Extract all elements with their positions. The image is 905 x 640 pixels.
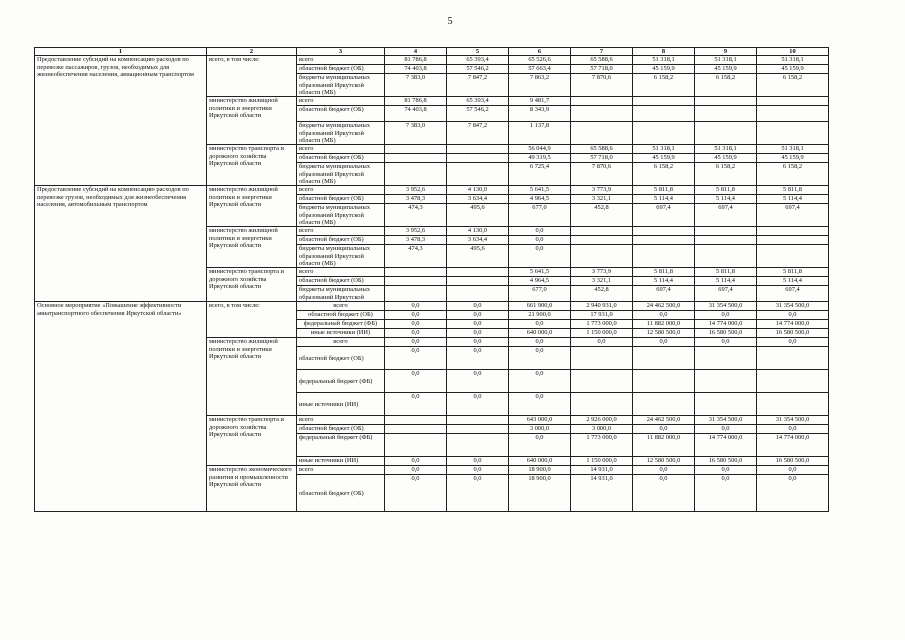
funding-source: областной бюджет (ОБ) [297,475,385,512]
value-cell: 6 158,2 [633,163,695,186]
value-cell: 17 931,0 [571,311,633,320]
value-cell: 0,0 [447,457,509,466]
value-cell: 0,0 [695,425,757,434]
value-cell [571,236,633,245]
value-cell [447,154,509,163]
value-cell [571,347,633,370]
value-cell: 4 130,0 [447,186,509,195]
value-cell: 5 811,8 [695,268,757,277]
value-cell [385,425,447,434]
value-cell [633,236,695,245]
value-cell [447,268,509,277]
value-cell: 0,0 [633,425,695,434]
value-cell: 14 931,0 [571,475,633,512]
value-cell: 8 343,9 [509,106,571,122]
value-cell: 643 000,0 [509,416,571,425]
funding-source: областной бюджет (ОБ) [297,236,385,245]
funding-source: иные источники (ИИ) [297,329,385,338]
value-cell [695,245,757,268]
value-cell: 495,6 [447,204,509,227]
value-cell [633,97,695,106]
funding-source: всего [297,56,385,65]
value-cell: 2 940 931,0 [571,302,633,311]
funding-source: областной бюджет (ОБ) [297,311,385,320]
value-cell: 45 159,9 [633,154,695,163]
value-cell [385,416,447,425]
value-cell [571,245,633,268]
value-cell: 0,0 [509,347,571,370]
value-cell: 0,0 [633,466,695,475]
value-cell: 661 900,0 [509,302,571,311]
value-cell: 3 952,6 [385,186,447,195]
value-cell [571,227,633,236]
value-cell: 1 137,8 [509,122,571,145]
funding-source: всего [297,145,385,154]
value-cell [571,106,633,122]
value-cell: 0,0 [447,320,509,329]
value-cell: 57 718,0 [571,154,633,163]
value-cell [695,106,757,122]
value-cell [385,154,447,163]
value-cell: 697,4 [633,286,695,302]
value-cell: 5 114,4 [757,277,829,286]
value-cell: 0,0 [509,338,571,347]
value-cell: 0,0 [385,347,447,370]
funding-source: всего [297,186,385,195]
value-cell: 14 774 000,0 [695,434,757,457]
value-cell: 0,0 [385,302,447,311]
value-cell: 0,0 [385,311,447,320]
value-cell: 24 462 500,0 [633,302,695,311]
value-cell: 6 158,2 [695,74,757,97]
value-cell: 0,0 [633,338,695,347]
page-number: 5 [447,16,453,27]
col-header: 7 [571,48,633,56]
value-cell: 452,8 [571,286,633,302]
value-cell [695,393,757,416]
funding-source: федеральный бюджет (ФБ) [297,320,385,329]
value-cell: 31 354 500,0 [757,416,829,425]
value-cell [447,416,509,425]
value-cell: 0,0 [385,457,447,466]
value-cell: 0,0 [385,329,447,338]
value-cell [571,370,633,393]
value-cell: 1 773 000,0 [571,434,633,457]
value-cell: 49 319,5 [509,154,571,163]
funding-source: бюджеты муниципальных образований Иркутской области (МБ) [297,74,385,97]
value-cell: 0,0 [447,475,509,512]
value-cell: 474,3 [385,204,447,227]
value-cell: 697,4 [695,286,757,302]
col-header: 1 [35,48,207,56]
value-cell: 7 870,6 [571,74,633,97]
value-cell: 495,6 [447,245,509,268]
value-cell [447,434,509,457]
value-cell: 1 773 000,0 [571,320,633,329]
value-cell: 45 159,9 [757,65,829,74]
value-cell: 45 159,9 [757,154,829,163]
value-cell: 14 774 000,0 [757,434,829,457]
value-cell: 11 882 000,0 [633,320,695,329]
value-cell: 4 964,5 [509,195,571,204]
executor-name: министерство жилищной политики и энергетики Иркутской области [207,338,297,416]
header-row [35,48,829,56]
table-row [35,302,829,311]
value-cell: 2 926 000,0 [571,416,633,425]
value-cell: 45 159,9 [633,65,695,74]
executor-name: министерство транспорта и дорожного хозяйства Иркутской области [207,268,297,302]
value-cell: 31 354 500,0 [695,302,757,311]
value-cell: 6 158,2 [757,163,829,186]
value-cell: 5 114,4 [695,277,757,286]
value-cell: 0,0 [757,311,829,320]
funding-source: иные источники (ИИ) [297,393,385,416]
value-cell: 0,0 [509,393,571,416]
value-cell [385,277,447,286]
value-cell: 81 786,8 [385,56,447,65]
executor-name: министерство транспорта и дорожного хозяйства Иркутской области [207,416,297,466]
value-cell: 0,0 [385,338,447,347]
activity-name: Предоставление субсидий на компенсацию расходов по перевозке пассажиров, грузов, необходимых для жизнеобеспечения населения, авиационным транспортом [35,56,207,186]
value-cell: 5 114,4 [633,195,695,204]
value-cell [695,347,757,370]
value-cell: 697,4 [633,204,695,227]
value-cell: 0,0 [757,338,829,347]
value-cell [757,97,829,106]
value-cell [633,122,695,145]
value-cell [447,286,509,302]
col-header: 9 [695,48,757,56]
value-cell: 0,0 [757,475,829,512]
value-cell [447,425,509,434]
value-cell: 7 383,0 [385,122,447,145]
col-header: 3 [297,48,385,56]
funding-source: областной бюджет (ОБ) [297,106,385,122]
value-cell: 24 462 500,0 [633,416,695,425]
value-cell: 14 774 000,0 [757,320,829,329]
funding-source: всего [297,416,385,425]
value-cell: 7 847,2 [447,122,509,145]
value-cell: 16 580 500,0 [757,457,829,466]
value-cell: 3 773,9 [571,268,633,277]
funding-source: областной бюджет (ОБ) [297,65,385,74]
funding-source: областной бюджет (ОБ) [297,347,385,370]
value-cell: 0,0 [447,347,509,370]
executor-name: министерство жилищной политики и энергетики Иркутской области [207,97,297,145]
funding-source: областной бюджет (ОБ) [297,277,385,286]
value-cell: 51 318,1 [633,145,695,154]
value-cell: 16 580 500,0 [695,457,757,466]
value-cell: 640 000,0 [509,329,571,338]
value-cell [695,122,757,145]
value-cell: 1 150 000,0 [571,457,633,466]
value-cell: 0,0 [757,466,829,475]
value-cell: 12 580 500,0 [633,457,695,466]
value-cell: 3 000,0 [571,425,633,434]
value-cell: 5 811,8 [633,268,695,277]
col-header: 4 [385,48,447,56]
value-cell: 5 641,5 [509,268,571,277]
value-cell: 5 811,8 [757,186,829,195]
value-cell: 18 900,0 [509,466,571,475]
value-cell: 0,0 [509,434,571,457]
value-cell: 0,0 [757,425,829,434]
value-cell: 74 403,8 [385,65,447,74]
value-cell: 9 481,7 [509,97,571,106]
col-header: 8 [633,48,695,56]
value-cell: 0,0 [385,370,447,393]
value-cell: 0,0 [633,475,695,512]
value-cell [385,163,447,186]
funding-source: всего [297,97,385,106]
funding-source: бюджеты муниципальных образований Иркутской области (МБ) [297,163,385,186]
budget-table [34,47,829,512]
value-cell [695,97,757,106]
value-cell: 0,0 [447,311,509,320]
value-cell [571,97,633,106]
value-cell: 1 150 000,0 [571,329,633,338]
value-cell: 5 641,5 [509,186,571,195]
value-cell: 51 318,1 [757,145,829,154]
value-cell: 6 158,2 [633,74,695,97]
value-cell: 0,0 [509,370,571,393]
value-cell: 6 158,2 [695,163,757,186]
value-cell: 7 870,6 [571,163,633,186]
value-cell: 0,0 [385,475,447,512]
value-cell: 57 546,2 [447,106,509,122]
value-cell [385,434,447,457]
executor-name: всего, в том числе: [207,302,297,338]
value-cell: 3 478,3 [385,236,447,245]
value-cell: 5 811,8 [695,186,757,195]
value-cell: 452,8 [571,204,633,227]
value-cell: 5 114,4 [695,195,757,204]
value-cell: 3 321,1 [571,277,633,286]
value-cell: 0,0 [447,393,509,416]
funding-source: бюджеты муниципальных образований Иркутской области (МБ) [297,122,385,145]
value-cell: 697,4 [757,204,829,227]
table-row [35,186,829,195]
value-cell [757,227,829,236]
value-cell [571,393,633,416]
value-cell [633,370,695,393]
value-cell: 51 318,1 [695,56,757,65]
value-cell: 0,0 [447,329,509,338]
value-cell: 74 403,8 [385,106,447,122]
value-cell [695,370,757,393]
value-cell: 65 393,4 [447,97,509,106]
executor-name: министерство жилищной политики и энергетики Иркутской области [207,227,297,268]
col-header: 5 [447,48,509,56]
value-cell [757,106,829,122]
value-cell: 65 526,6 [509,56,571,65]
value-cell: 56 044,9 [509,145,571,154]
value-cell: 0,0 [447,302,509,311]
value-cell: 45 159,9 [695,154,757,163]
value-cell: 31 354 500,0 [757,302,829,311]
value-cell: 0,0 [695,475,757,512]
value-cell: 0,0 [385,466,447,475]
value-cell [385,286,447,302]
value-cell: 7 383,0 [385,74,447,97]
value-cell [447,145,509,154]
value-cell: 65 393,4 [447,56,509,65]
value-cell: 65 588,6 [571,56,633,65]
value-cell: 51 318,1 [633,56,695,65]
value-cell [447,163,509,186]
value-cell: 31 354 500,0 [695,416,757,425]
value-cell [571,122,633,145]
value-cell: 3 478,3 [385,195,447,204]
value-cell: 57 718,0 [571,65,633,74]
value-cell: 0,0 [695,466,757,475]
value-cell: 57 663,4 [509,65,571,74]
funding-source: областной бюджет (ОБ) [297,425,385,434]
funding-source: всего [297,466,385,475]
value-cell [757,393,829,416]
executor-name: министерство жилищной политики и энергетики Иркутской области [207,186,297,227]
value-cell [757,370,829,393]
value-cell: 0,0 [447,370,509,393]
funding-source: бюджеты муниципальных образований Иркутской области (МБ) [297,245,385,268]
col-header: 2 [207,48,297,56]
funding-source: иные источники (ИИ) [297,457,385,466]
value-cell: 0,0 [447,466,509,475]
value-cell [695,236,757,245]
value-cell: 4 964,5 [509,277,571,286]
value-cell: 14 774 000,0 [695,320,757,329]
value-cell: 16 580 500,0 [757,329,829,338]
value-cell: 65 588,6 [571,145,633,154]
value-cell: 0,0 [509,227,571,236]
value-cell: 12 580 500,0 [633,329,695,338]
value-cell: 45 159,9 [695,65,757,74]
funding-source: всего [297,268,385,277]
value-cell [633,245,695,268]
value-cell: 3 634,4 [447,195,509,204]
value-cell [385,268,447,277]
funding-source: областной бюджет (ОБ) [297,154,385,163]
value-cell [757,122,829,145]
activity-name: Предоставление субсидий на компенсацию расходов по перевозке грузов, необходимых для жизнеобеспечения населения, автомобильным транспортом [35,186,207,302]
value-cell: 677,0 [509,204,571,227]
value-cell [447,277,509,286]
value-cell: 16 580 500,0 [695,329,757,338]
value-cell: 51 318,1 [757,56,829,65]
value-cell: 0,0 [447,338,509,347]
value-cell: 0,0 [633,311,695,320]
value-cell [633,106,695,122]
value-cell [757,245,829,268]
value-cell: 57 546,2 [447,65,509,74]
value-cell: 11 882 000,0 [633,434,695,457]
value-cell: 5 114,4 [633,277,695,286]
value-cell: 697,4 [695,204,757,227]
value-cell: 640 000,0 [509,457,571,466]
value-cell: 18 900,0 [509,475,571,512]
value-cell: 3 773,9 [571,186,633,195]
table-row [35,56,829,65]
value-cell: 51 318,1 [695,145,757,154]
value-cell [757,347,829,370]
value-cell: 0,0 [385,393,447,416]
value-cell: 0,0 [695,311,757,320]
value-cell: 6 158,2 [757,74,829,97]
value-cell: 81 786,8 [385,97,447,106]
executor-name: министерство транспорта и дорожного хозяйства Иркутской области [207,145,297,186]
value-cell: 3 634,4 [447,236,509,245]
value-cell: 3 000,0 [509,425,571,434]
value-cell: 3 321,1 [571,195,633,204]
value-cell: 0,0 [695,338,757,347]
funding-source: всего [297,302,385,311]
funding-source: бюджеты муниципальных образований Иркутской области (МБ) [297,204,385,227]
value-cell [757,236,829,245]
value-cell [633,393,695,416]
funding-source: всего [297,227,385,236]
value-cell: 0,0 [509,245,571,268]
value-cell: 0,0 [509,320,571,329]
funding-source: федеральный бюджет (ФБ) [297,434,385,457]
funding-source: федеральный бюджет (ФБ) [297,370,385,393]
funding-source: областной бюджет (ОБ) [297,195,385,204]
executor-name: министерство экономического развития и промышленности Иркутской области [207,466,297,512]
col-header: 10 [757,48,829,56]
value-cell: 0,0 [509,236,571,245]
value-cell [695,227,757,236]
value-cell: 14 931,0 [571,466,633,475]
value-cell [385,145,447,154]
value-cell: 474,3 [385,245,447,268]
value-cell: 5 811,8 [633,186,695,195]
value-cell: 677,0 [509,286,571,302]
value-cell: 697,4 [757,286,829,302]
value-cell: 0,0 [385,320,447,329]
value-cell: 5 811,8 [757,268,829,277]
value-cell [633,347,695,370]
executor-name: всего, в том числе: [207,56,297,97]
value-cell [633,227,695,236]
value-cell: 5 114,4 [757,195,829,204]
activity-name: Основное мероприятие «Повышение эффективности авиатранспортного обеспечения Иркутской области» [35,302,207,512]
value-cell: 7 863,2 [509,74,571,97]
funding-source: всего [297,338,385,347]
value-cell: 6 725,4 [509,163,571,186]
value-cell: 0,0 [571,338,633,347]
col-header: 6 [509,48,571,56]
value-cell: 7 847,2 [447,74,509,97]
value-cell: 21 900,0 [509,311,571,320]
value-cell: 3 952,6 [385,227,447,236]
value-cell: 4 130,0 [447,227,509,236]
funding-source: бюджеты муниципальных образований Иркутской [297,286,385,302]
